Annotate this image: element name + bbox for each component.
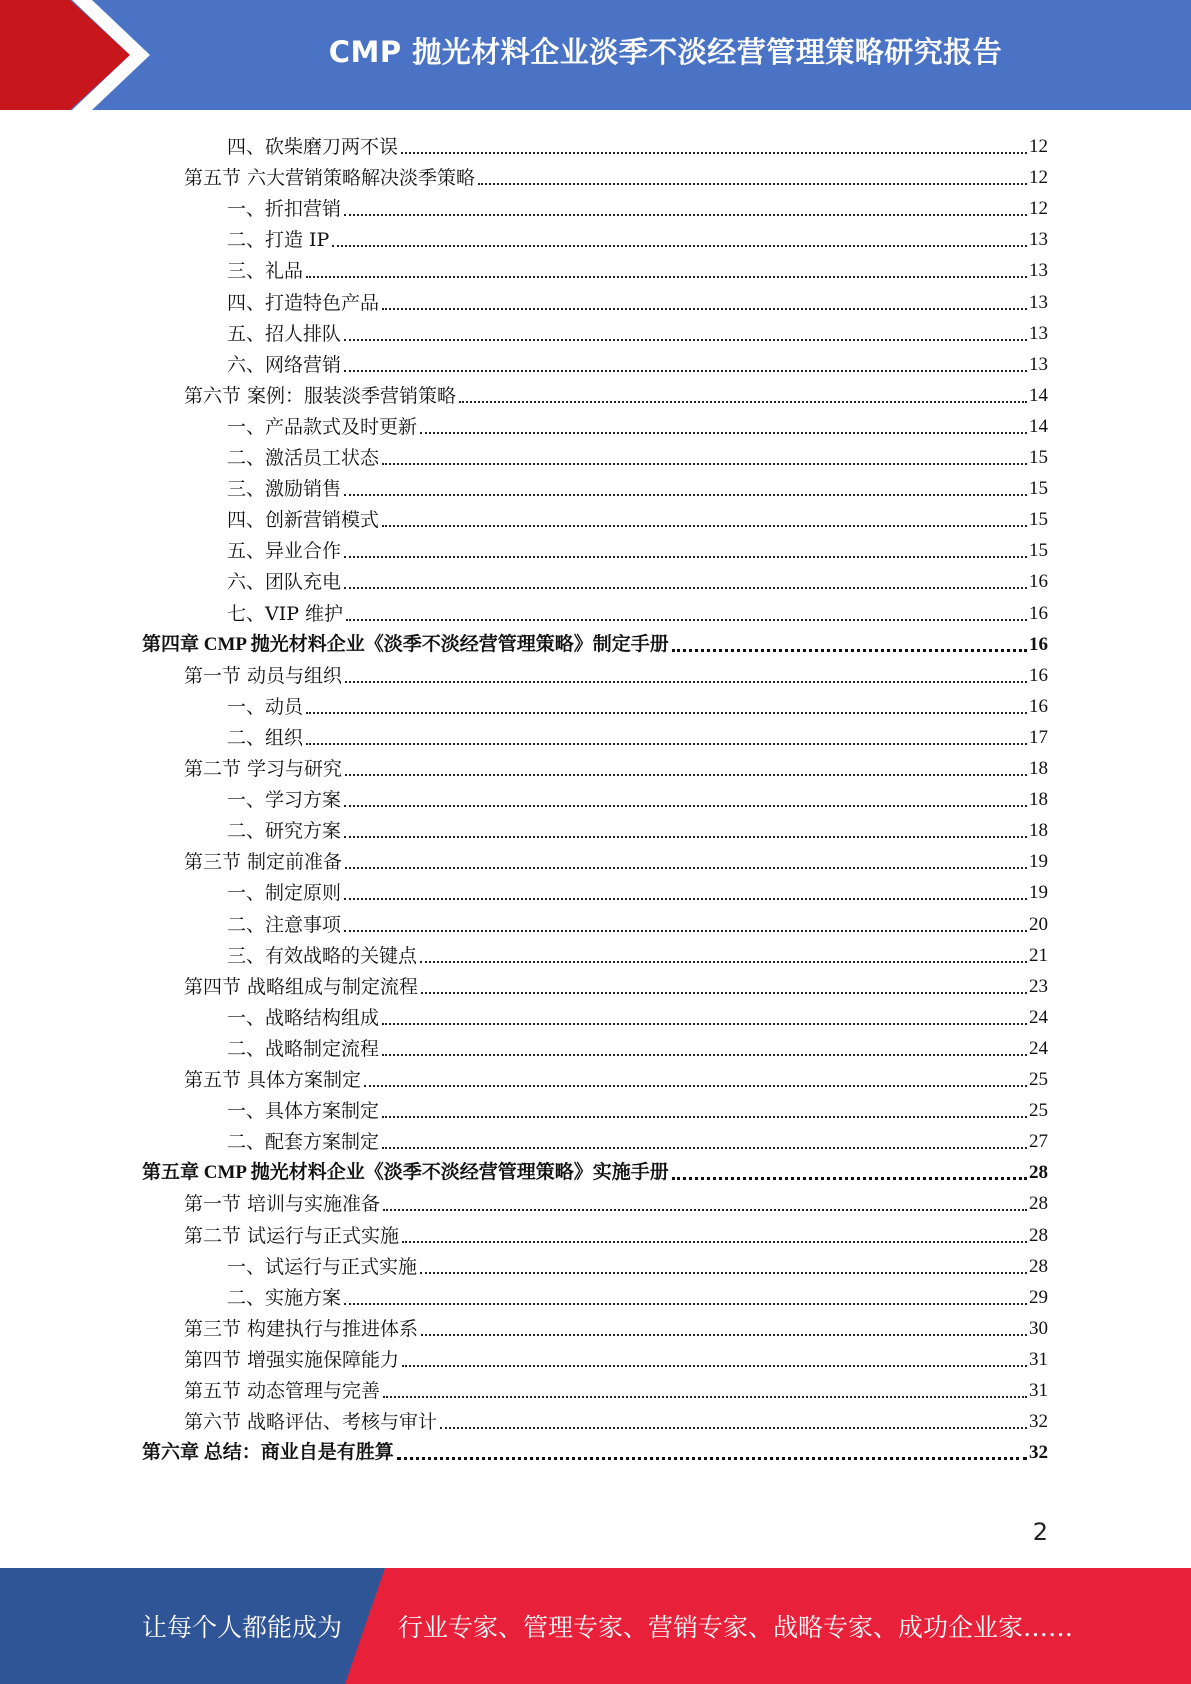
- toc-entry-title: 三、有效战略的关键点: [227, 944, 418, 967]
- toc-entry-title: 五、异业合作: [227, 540, 342, 563]
- toc-entry[interactable]: [142, 1341, 1048, 1372]
- toc-leader-dots: [402, 1365, 1027, 1367]
- toc-entry-page: 32: [1029, 1411, 1048, 1433]
- toc-entry[interactable]: [142, 470, 1048, 501]
- toc-leader-dots: [383, 1396, 1027, 1398]
- toc-entry[interactable]: [142, 439, 1048, 470]
- toc-entry[interactable]: [142, 843, 1048, 874]
- toc-entry-page: 27: [1029, 1131, 1048, 1153]
- toc-leader-dots: [344, 930, 1027, 932]
- toc-entry[interactable]: [142, 1030, 1048, 1061]
- toc-entry-title: 六、团队充电: [227, 571, 342, 594]
- toc-entry-page: 20: [1029, 913, 1048, 935]
- toc-entry-title: 一、具体方案制定: [227, 1100, 380, 1123]
- toc-entry-page: 23: [1029, 975, 1048, 997]
- toc-leader-dots: [672, 1177, 1027, 1180]
- toc-entry-page: 28: [1029, 1193, 1048, 1215]
- toc-leader-dots: [420, 961, 1027, 963]
- toc-entry-page: 30: [1029, 1317, 1048, 1339]
- toc-entry-title: 第四节 战略组成与制定流程: [184, 975, 419, 998]
- toc-entry-page: 25: [1029, 1100, 1048, 1122]
- toc-leader-dots: [346, 619, 1027, 621]
- toc-leader-dots: [397, 1457, 1027, 1460]
- toc-entry-page: 15: [1029, 478, 1048, 500]
- toc-entry-title: 二、配套方案制定: [227, 1131, 380, 1154]
- toc-entry[interactable]: [142, 563, 1048, 594]
- toc-entry[interactable]: [142, 159, 1048, 190]
- toc-entry-page: 24: [1029, 1037, 1048, 1059]
- toc-leader-dots: [344, 1303, 1027, 1305]
- toc-leader-dots: [672, 649, 1027, 652]
- toc-entry-page: 18: [1029, 758, 1048, 779]
- toc-leader-dots: [421, 992, 1027, 994]
- toc-entry[interactable]: [142, 532, 1048, 563]
- toc-entry-page: 16: [1029, 602, 1048, 624]
- toc-entry[interactable]: [142, 315, 1048, 346]
- toc-leader-dots: [421, 1334, 1027, 1336]
- footer-slogan-right: 行业专家、管理专家、营销专家、战略专家、成功企业家……: [398, 1613, 1074, 1642]
- toc-entry-page: 16: [1029, 571, 1048, 593]
- toc-leader-dots: [344, 494, 1027, 496]
- toc-entry[interactable]: [142, 874, 1048, 905]
- page-header: [0, 0, 1191, 110]
- toc-entry-page: 12: [1029, 136, 1048, 157]
- toc-entry-page: 13: [1029, 322, 1048, 344]
- toc-entry[interactable]: [142, 688, 1048, 719]
- toc-entry[interactable]: [142, 1434, 1048, 1465]
- toc-entry-title: 三、礼品: [227, 260, 304, 283]
- toc-entry[interactable]: [142, 781, 1048, 812]
- toc-leader-dots: [306, 712, 1027, 714]
- toc-leader-dots: [420, 1272, 1027, 1274]
- toc-entry[interactable]: [142, 937, 1048, 968]
- toc-entry-page: 16: [1029, 633, 1048, 655]
- toc-entry-title: 六、网络营销: [227, 353, 342, 376]
- toc-entry[interactable]: [142, 408, 1048, 439]
- toc-entry[interactable]: [142, 595, 1048, 626]
- toc-entry[interactable]: [142, 1372, 1048, 1403]
- toc-entry-page: 18: [1029, 789, 1048, 811]
- toc-entry-page: 13: [1029, 291, 1048, 313]
- toc-entry-page: 13: [1029, 260, 1048, 282]
- toc-entry-title: 第一节 动员与组织: [184, 664, 343, 687]
- footer-slogan-left: 让每个人都能成为: [142, 1613, 343, 1642]
- toc-entry-page: 17: [1029, 726, 1048, 748]
- toc-entry-title: 二、激活员工状态: [227, 447, 380, 469]
- toc-entry-title: 第五节 六大营销策略解决淡季策略: [184, 167, 476, 190]
- toc-leader-dots: [344, 339, 1027, 341]
- page-number: 2: [1032, 1518, 1048, 1546]
- toc-entry-page: 25: [1029, 1069, 1048, 1090]
- toc-leader-dots: [345, 867, 1027, 869]
- toc-entry-title: 第五节 具体方案制定: [184, 1069, 362, 1091]
- toc-entry[interactable]: [142, 719, 1048, 750]
- toc-leader-dots: [344, 556, 1027, 558]
- toc-entry[interactable]: [142, 999, 1048, 1030]
- toc-entry[interactable]: [142, 1279, 1048, 1310]
- toc-entry-page: 13: [1029, 353, 1048, 375]
- toc-entry-title: 第三节 制定前准备: [184, 851, 343, 874]
- toc-entry-page: 18: [1029, 820, 1048, 842]
- toc-entry-title: 第一节 培训与实施准备: [184, 1193, 381, 1216]
- toc-entry-title: 一、试运行与正式实施: [227, 1255, 418, 1278]
- toc-entry[interactable]: [142, 1154, 1048, 1185]
- toc-entry-title: 四、砍柴磨刀两不误: [227, 136, 399, 158]
- toc-entry-title: 五、招人排队: [227, 322, 342, 345]
- toc-entry[interactable]: [142, 501, 1048, 532]
- toc-leader-dots: [382, 1116, 1027, 1118]
- toc-entry-title: 一、制定原则: [227, 882, 342, 905]
- toc-entry-page: 15: [1029, 540, 1048, 562]
- toc-entry-page: 19: [1029, 851, 1048, 873]
- toc-entry-title: 一、学习方案: [227, 789, 342, 812]
- toc-leader-dots: [344, 370, 1027, 372]
- toc-entry[interactable]: [142, 1403, 1048, 1434]
- toc-entry-title: 七、VIP 维护: [227, 602, 344, 625]
- toc-leader-dots: [344, 898, 1027, 900]
- toc-entry-page: 31: [1029, 1348, 1048, 1370]
- toc-entry-title: 二、注意事项: [227, 913, 342, 936]
- toc-entry-page: 16: [1029, 664, 1048, 686]
- toc-entry-page: 21: [1029, 944, 1048, 966]
- toc-entry-page: 32: [1029, 1442, 1048, 1464]
- header-red-block: [0, 0, 150, 110]
- toc-entry-page: 19: [1029, 882, 1048, 904]
- toc-leader-dots: [306, 276, 1027, 278]
- toc-entry[interactable]: [142, 968, 1048, 999]
- toc-entry-title: 一、战略结构组成: [227, 1006, 380, 1029]
- toc-leader-dots: [382, 525, 1027, 527]
- toc-entry[interactable]: [142, 812, 1048, 843]
- toc-entry[interactable]: [142, 1248, 1048, 1279]
- toc-leader-dots: [306, 743, 1027, 745]
- toc-leader-dots: [383, 1209, 1027, 1211]
- toc-leader-dots: [344, 805, 1027, 807]
- toc-leader-dots: [344, 214, 1027, 216]
- page-footer: [0, 1568, 1191, 1684]
- toc-entry[interactable]: [142, 1123, 1048, 1154]
- toc-entry-page: 14: [1029, 415, 1048, 437]
- toc-leader-dots: [402, 1241, 1027, 1243]
- toc-leader-dots: [459, 401, 1027, 403]
- toc-entry-title: 四、创新营销模式: [227, 509, 380, 532]
- toc-leader-dots: [382, 1147, 1027, 1149]
- toc-leader-dots: [401, 152, 1027, 154]
- toc-entry-page: 12: [1029, 198, 1048, 220]
- toc-entry-title: 二、组织: [227, 726, 304, 749]
- toc-entry-page: 12: [1029, 167, 1048, 189]
- toc-leader-dots: [382, 1054, 1027, 1056]
- toc-leader-dots: [382, 1023, 1027, 1025]
- toc-entry[interactable]: [142, 1185, 1048, 1216]
- toc-entry-page: 24: [1029, 1006, 1048, 1028]
- toc-leader-dots: [382, 463, 1027, 465]
- toc-entry[interactable]: [142, 190, 1048, 221]
- header-title: CMP 抛光材料企业淡季不淡经营管理策略研究报告: [328, 34, 1003, 69]
- toc-entry[interactable]: [142, 252, 1048, 283]
- toc-entry-page: 29: [1029, 1286, 1048, 1308]
- toc-entry-page: 31: [1029, 1380, 1048, 1401]
- toc-entry-page: 15: [1029, 447, 1048, 468]
- toc-entry-title: 三、激励销售: [227, 478, 342, 501]
- toc-entry-title: 一、动员: [227, 695, 304, 718]
- toc-entry-title: 二、实施方案: [227, 1286, 342, 1309]
- toc-entry-title: 第六节 案例：服装淡季营销策略: [184, 384, 457, 407]
- toc-leader-dots: [420, 432, 1027, 434]
- toc-entry-title: 第五节 动态管理与完善: [184, 1380, 381, 1402]
- toc-entry-title: 第五章 CMP 抛光材料企业《淡季不淡经营管理策略》实施手册: [142, 1162, 669, 1184]
- toc-entry-page: 28: [1029, 1162, 1048, 1184]
- toc-entry-title: 四、打造特色产品: [227, 291, 380, 314]
- toc-entry-title: 第四节 增强实施保障能力: [184, 1348, 400, 1371]
- toc-entry-title: 第二节 试运行与正式实施: [184, 1224, 400, 1247]
- toc-entry[interactable]: [142, 657, 1048, 688]
- toc-entry-title: 二、研究方案: [227, 820, 342, 843]
- toc-leader-dots: [345, 774, 1027, 776]
- toc-leader-dots: [478, 183, 1027, 185]
- toc-entry[interactable]: [142, 377, 1048, 408]
- toc-leader-dots: [344, 587, 1027, 589]
- toc-entry-title: 二、战略制定流程: [227, 1037, 380, 1060]
- toc-entry-title: 第三节 构建执行与推进体系: [184, 1317, 419, 1340]
- toc-entry-page: 15: [1029, 509, 1048, 531]
- toc-entry-title: 一、产品款式及时更新: [227, 415, 418, 438]
- toc-leader-dots: [440, 1427, 1027, 1429]
- toc-leader-dots: [364, 1085, 1027, 1087]
- toc-entry[interactable]: [142, 221, 1048, 252]
- toc-entry-title: 第六章 总结：商业自是有胜算: [142, 1442, 394, 1464]
- toc-entry-title: 第四章 CMP 抛光材料企业《淡季不淡经营管理策略》制定手册: [142, 633, 669, 655]
- toc-entry-page: 14: [1029, 384, 1048, 406]
- toc-entry[interactable]: [142, 346, 1048, 377]
- toc-leader-dots: [345, 681, 1027, 683]
- toc-entry-page: 28: [1029, 1224, 1048, 1246]
- toc-entry[interactable]: [142, 906, 1048, 937]
- toc-entry-title: 第二节 学习与研究: [184, 758, 343, 780]
- toc-entry[interactable]: [142, 1092, 1048, 1123]
- toc-entry[interactable]: [142, 284, 1048, 315]
- toc-entry[interactable]: [142, 128, 1048, 159]
- toc-entry-title: 一、折扣营销: [227, 198, 342, 221]
- toc-entry[interactable]: [142, 1061, 1048, 1092]
- toc-entry[interactable]: [142, 1217, 1048, 1248]
- toc-entry-page: 13: [1029, 229, 1048, 251]
- toc-entry[interactable]: [142, 1310, 1048, 1341]
- toc-entry[interactable]: [142, 750, 1048, 781]
- toc-entry[interactable]: [142, 626, 1048, 657]
- toc-entry-title: 第六节 战略评估、考核与审计: [184, 1411, 438, 1434]
- toc-entry-page: 28: [1029, 1255, 1048, 1277]
- toc-leader-dots: [382, 308, 1027, 310]
- toc-entry-title: 二、打造 IP: [227, 229, 330, 252]
- toc-leader-dots: [332, 245, 1027, 247]
- toc-entry-page: 16: [1029, 695, 1048, 717]
- toc-leader-dots: [344, 836, 1027, 838]
